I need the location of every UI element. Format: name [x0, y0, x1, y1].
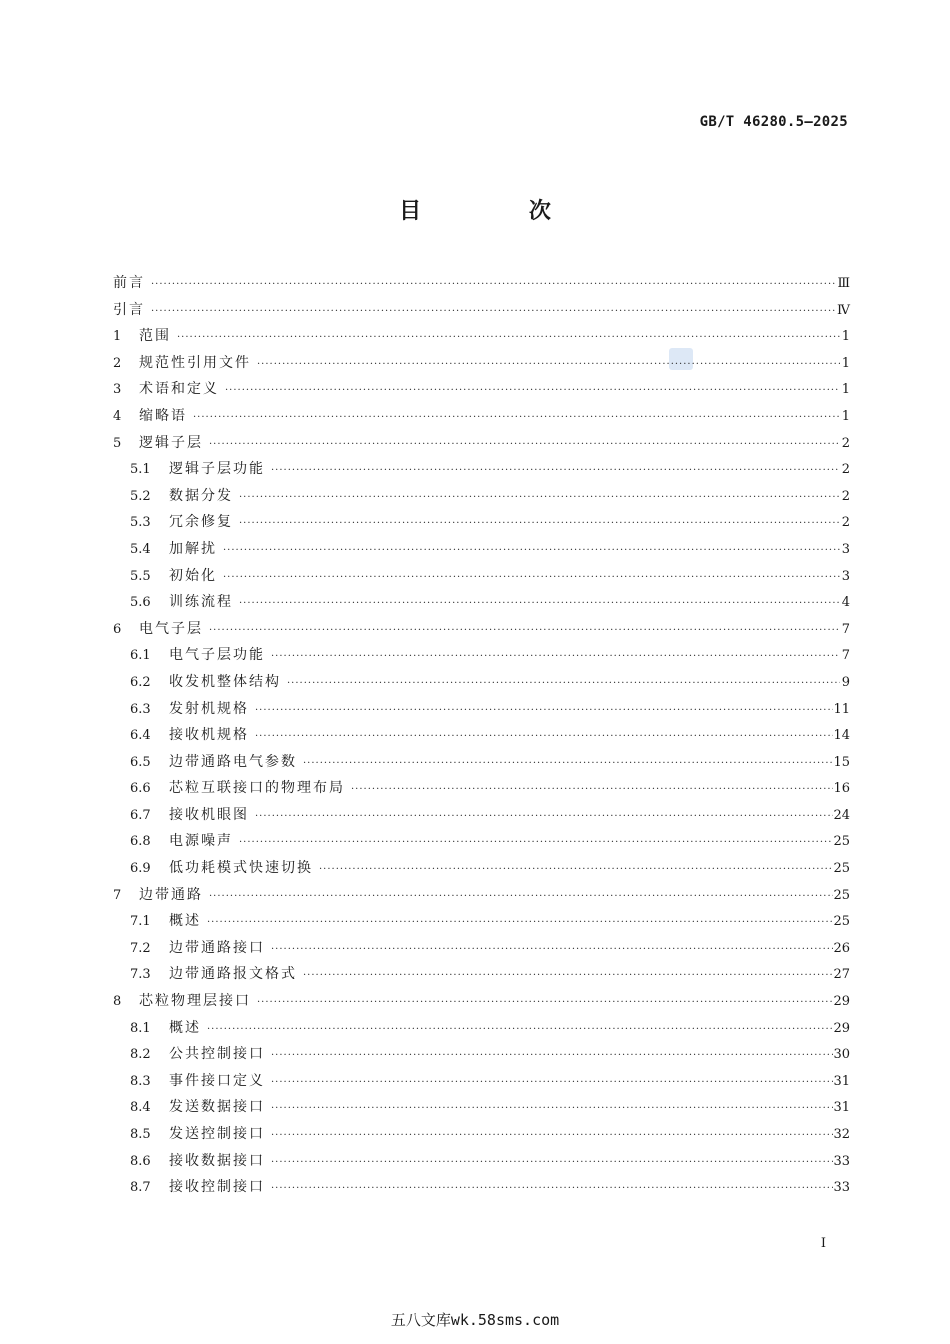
- toc-entry[interactable]: [113, 1148, 850, 1175]
- toc-entry-page: 33: [833, 1180, 850, 1196]
- toc-entry[interactable]: [113, 1174, 850, 1201]
- toc-dot-leader: [239, 485, 840, 512]
- toc-dot-leader: [303, 751, 833, 778]
- toc-dot-leader: [239, 591, 840, 618]
- toc-entry-label: 逻辑子层: [139, 434, 203, 451]
- toc-entry-page: 1: [841, 355, 850, 371]
- toc-dot-leader: [271, 1176, 833, 1203]
- toc-entry[interactable]: [113, 430, 850, 457]
- toc-entry-number: 6.2: [130, 674, 151, 690]
- toc-entry[interactable]: [113, 908, 850, 935]
- toc-entry[interactable]: [113, 935, 850, 962]
- toc-entry[interactable]: [113, 642, 850, 669]
- site-footer: 五八文库wk.58sms.com: [390, 1311, 560, 1329]
- toc-dot-leader: [257, 352, 840, 379]
- toc-entry-number: 5: [113, 435, 122, 451]
- toc-entry-page: 7: [841, 648, 850, 664]
- toc-entry-label: 概述: [169, 913, 201, 930]
- toc-entry[interactable]: [113, 509, 850, 536]
- toc-entry-number: 8.3: [130, 1073, 151, 1089]
- toc-entry[interactable]: [113, 456, 850, 483]
- toc-entry-page: 2: [841, 435, 850, 451]
- toc-entry-number: 6.5: [130, 754, 151, 770]
- toc-entry-page: 2: [841, 515, 850, 531]
- toc-entry-number: 5.5: [130, 568, 151, 584]
- toc-entry-number: 6.3: [130, 701, 151, 717]
- toc-entry-label: 边带通路接口: [169, 939, 265, 956]
- toc-dot-leader: [177, 325, 840, 352]
- toc-dot-leader: [271, 644, 840, 671]
- toc-dot-leader: [255, 804, 833, 831]
- toc-entry[interactable]: [113, 323, 850, 350]
- toc-entry-label: 电气子层: [139, 620, 203, 637]
- toc-dot-leader: [287, 671, 840, 698]
- toc-entry-label: 初始化: [169, 567, 217, 584]
- toc-entry-label: 事件接口定义: [169, 1072, 265, 1089]
- toc-entry-page: Ⅲ: [837, 276, 850, 291]
- toc-entry-page: 1: [841, 329, 850, 345]
- toc-dot-leader: [271, 458, 840, 485]
- toc-entry[interactable]: [113, 1015, 850, 1042]
- toc-entry-number: 1: [113, 329, 122, 345]
- toc-entry-label: 接收机规格: [169, 727, 249, 744]
- toc-entry-page: 1: [841, 382, 850, 398]
- toc-entry-page: Ⅳ: [837, 302, 850, 318]
- toc-entry[interactable]: [113, 536, 850, 563]
- toc-entry-page: 24: [833, 807, 850, 823]
- toc-dot-leader: [225, 378, 840, 405]
- toc-entry-page: 25: [833, 834, 850, 850]
- toc-entry-page: 25: [833, 887, 850, 903]
- toc-entry-number: 8.6: [130, 1153, 151, 1169]
- toc-dot-leader: [209, 432, 840, 459]
- toc-entry-label: 低功耗模式快速切换: [169, 860, 313, 877]
- toc-entry-number: 8.7: [130, 1180, 151, 1196]
- toc-entry-label: 前言: [113, 275, 145, 291]
- toc-entry[interactable]: [113, 828, 850, 855]
- toc-dot-leader: [271, 1043, 833, 1070]
- toc-dot-leader: [207, 1017, 833, 1044]
- toc-entry-page: 30: [833, 1047, 850, 1063]
- toc-entry-page: 4: [841, 595, 850, 611]
- toc-dot-leader: [151, 272, 837, 299]
- toc-entry-label: 引言: [113, 301, 145, 318]
- toc-entry-label: 训练流程: [169, 594, 233, 611]
- toc-dot-leader: [351, 777, 833, 804]
- toc-entry[interactable]: [113, 403, 850, 430]
- toc-entry-page: 16: [833, 781, 850, 797]
- toc-entry-label: 缩略语: [139, 407, 187, 424]
- toc-entry[interactable]: [113, 775, 850, 802]
- toc-entry-label: 发射机规格: [169, 700, 249, 717]
- toc-entry[interactable]: [113, 616, 850, 643]
- toc-dot-leader: [271, 1070, 833, 1097]
- toc-entry-number: 6.6: [130, 781, 151, 797]
- toc-dot-leader: [255, 698, 833, 725]
- toc-entry-label: 边带通路电气参数: [169, 753, 297, 770]
- toc-entry-number: 7.2: [130, 940, 151, 956]
- toc-entry-number: 7.3: [130, 967, 151, 983]
- toc-entry[interactable]: [113, 749, 850, 776]
- toc-dot-leader: [271, 937, 833, 964]
- toc-entry-page: 3: [841, 541, 850, 557]
- toc-entry-label: 规范性引用文件: [139, 354, 251, 371]
- toc-entry-page: 14: [833, 728, 850, 744]
- toc-entry-number: 5.2: [130, 488, 151, 504]
- toc-dot-leader: [271, 1096, 833, 1123]
- toc-entry-label: 发送数据接口: [169, 1099, 265, 1116]
- toc-entry[interactable]: [113, 961, 850, 988]
- toc-entry-page: 3: [841, 568, 850, 584]
- toc-dot-leader: [255, 724, 833, 751]
- toc-entry-label: 电源噪声: [169, 833, 233, 850]
- toc-entry-number: 6.8: [130, 834, 151, 850]
- toc-entry-page: 25: [833, 914, 850, 930]
- toc-entry[interactable]: [113, 1068, 850, 1095]
- toc-entry-page: 1: [841, 408, 850, 424]
- toc-entry-number: 8.5: [130, 1127, 151, 1142]
- toc-entry-number: 3: [113, 382, 122, 398]
- toc-entry[interactable]: [113, 722, 850, 749]
- toc-dot-leader: [271, 1123, 833, 1150]
- toc-entry[interactable]: [113, 270, 850, 297]
- page-title: 目 次: [399, 199, 601, 224]
- toc-entry-label: 加解扰: [169, 540, 217, 557]
- toc-entry-label: 发送控制接口: [169, 1126, 265, 1142]
- page-number: I: [820, 1236, 826, 1251]
- toc-entry[interactable]: [113, 589, 850, 616]
- toc-entry-number: 6.4: [130, 728, 151, 744]
- toc-dot-leader: [193, 405, 840, 432]
- toc-entry[interactable]: [113, 1121, 850, 1148]
- toc-entry[interactable]: [113, 1094, 850, 1121]
- toc-entry-page: 26: [833, 940, 850, 956]
- toc-entry[interactable]: [113, 988, 850, 1015]
- toc-entry-number: 6.1: [130, 648, 151, 664]
- toc-entry-number: 8.2: [130, 1047, 151, 1063]
- toc-entry[interactable]: [113, 563, 850, 590]
- toc-dot-leader: [271, 1150, 833, 1177]
- toc-entry-label: 边带通路报文格式: [169, 966, 297, 983]
- toc-entry-label: 概述: [169, 1019, 201, 1036]
- toc-entry[interactable]: [113, 882, 850, 909]
- toc-entry-label: 芯粒物理层接口: [139, 993, 251, 1010]
- toc-dot-leader: [207, 910, 833, 937]
- toc-entry-number: 8.4: [130, 1100, 151, 1116]
- toc-entry-number: 6: [113, 621, 122, 637]
- toc-entry-label: 边带通路: [139, 886, 203, 903]
- toc-dot-leader: [319, 857, 833, 884]
- toc-entry-number: 5.3: [130, 515, 151, 531]
- toc-entry[interactable]: [113, 855, 850, 882]
- toc-dot-leader: [239, 511, 840, 538]
- toc-entry-page: 9: [841, 674, 850, 690]
- toc-entry-label: 逻辑子层功能: [169, 461, 265, 478]
- toc-dot-leader: [209, 884, 833, 911]
- toc-entry-page: 11: [833, 701, 850, 717]
- toc-entry-page: 29: [833, 994, 850, 1010]
- toc-entry-label: 收发机整体结构: [169, 673, 281, 690]
- toc-entry-label: 术语和定义: [139, 381, 219, 398]
- toc-dot-leader: [257, 990, 833, 1017]
- toc-entry-label: 芯粒互联接口的物理布局: [169, 780, 345, 797]
- toc-dot-leader: [303, 963, 833, 990]
- toc-entry-page: 32: [833, 1127, 850, 1142]
- toc-entry-number: 4: [113, 408, 122, 424]
- toc-dot-leader: [223, 565, 840, 592]
- toc-entry[interactable]: [113, 669, 850, 696]
- toc-entry-page: 2: [841, 488, 850, 504]
- toc-entry-number: 5.4: [130, 541, 151, 557]
- standard-number: GB/T 46280.5—2025: [699, 114, 848, 130]
- toc-entry[interactable]: [113, 802, 850, 829]
- toc-entry-number: 8: [113, 994, 122, 1010]
- toc-entry-page: 7: [841, 621, 850, 637]
- toc-entry-number: 5.6: [130, 595, 151, 611]
- toc-entry-number: 7.1: [130, 914, 151, 930]
- toc-entry-page: 2: [841, 462, 850, 478]
- toc-entry-label: 数据分发: [169, 487, 233, 504]
- toc-entry-page: 31: [833, 1073, 850, 1089]
- toc-entry-number: 2: [113, 355, 122, 371]
- toc-entry-label: 接收控制接口: [169, 1179, 265, 1196]
- toc-entry-label: 接收机眼图: [169, 806, 249, 823]
- toc-dot-leader: [239, 830, 833, 857]
- toc-entry[interactable]: [113, 1041, 850, 1068]
- toc-entry-number: 6.7: [130, 807, 151, 823]
- toc-entry-number: 5.1: [130, 462, 151, 478]
- toc-entry-page: 31: [833, 1100, 850, 1116]
- toc-entry-label: 冗余修复: [169, 514, 233, 531]
- toc-dot-leader: [209, 618, 840, 645]
- toc-entry-label: 范围: [139, 328, 171, 345]
- toc-entry-label: 公共控制接口: [169, 1046, 265, 1063]
- toc-entry-page: 15: [833, 754, 850, 770]
- toc-entry-number: 8.1: [130, 1020, 151, 1036]
- toc-entry-label: 电气子层功能: [169, 647, 265, 664]
- toc-entry-number: 7: [113, 887, 122, 903]
- toc-entry[interactable]: [113, 376, 850, 403]
- table-of-contents: [113, 270, 850, 1201]
- toc-entry-page: 27: [833, 967, 850, 983]
- toc-dot-leader: [151, 299, 837, 326]
- toc-entry-label: 接收数据接口: [169, 1152, 265, 1169]
- toc-entry-page: 29: [833, 1020, 850, 1036]
- toc-dot-leader: [223, 538, 840, 565]
- toc-entry[interactable]: [113, 696, 850, 723]
- toc-entry[interactable]: [113, 483, 850, 510]
- toc-entry-page: 25: [833, 861, 850, 877]
- toc-entry-number: 6.9: [130, 861, 151, 877]
- toc-entry[interactable]: [113, 297, 850, 324]
- toc-entry[interactable]: [113, 350, 850, 377]
- toc-entry-page: 33: [833, 1153, 850, 1169]
